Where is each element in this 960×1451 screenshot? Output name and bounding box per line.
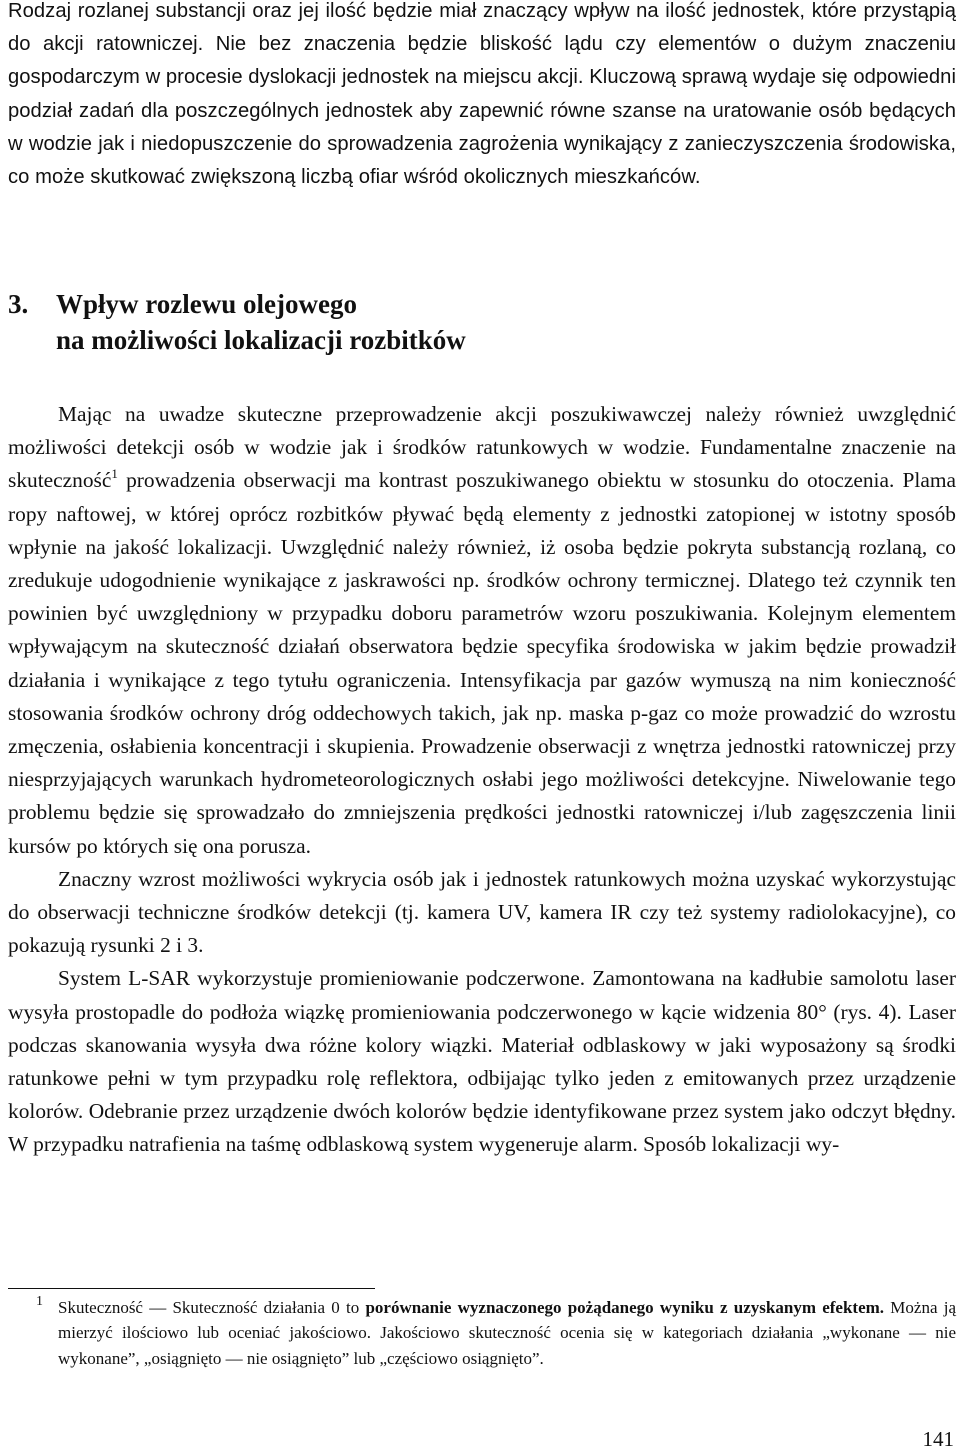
footnote-rest: Można ją mierzyć ilościowo lub oceniać jakościowo. Jakościowo skuteczność ocenia się w kategoriach działania „wykonane — nie wykonane”, „osiągnięto — nie osiągnięto” lub „częściowo osiągnięto”.	[58, 1298, 956, 1368]
section-body	[8, 398, 956, 1162]
footnote	[8, 1295, 956, 1371]
footnote-dash: —	[142, 1298, 173, 1317]
footnote-divider	[8, 1288, 375, 1289]
footnote-bold-definition: porównanie wyznaczonego pożądanego wyniku z uzyskanym efektem.	[365, 1298, 885, 1317]
section-title-line1: Wpływ rozlewu olejowego	[56, 289, 357, 319]
section-title-line2: na możliwości lokalizacji rozbitków	[56, 325, 466, 355]
body-paragraph-1-part1: Mając na uwadze skuteczne przeprowadzenie akcji poszukiwawczej należy również uwzględnić możliwości detekcji osób w wodzie jak i środków ratunkowych w wodzie. Fundamentalne znaczenie na skuteczność	[8, 402, 956, 493]
page-number: 141	[922, 1427, 954, 1451]
body-paragraph-1-part2: prowadzenia obserwacji ma kontrast poszukiwanego obiektu w stosunku do otoczenia. Plama ropy naftowej, w której oprócz rozbitków pływać będą elementy z jednostki zatopionej w istotny sposób wpłynie na jakość lokalizacji. Uwzględnić należy również, iż osoba będzie pokryta substancją rozlaną, co zredukuje udogodnienie wynikające z jaskrawości np. środków ochrony termicznej. Dlatego też czynnik ten powinien być uwzględniony w przypadku doboru parametrów wzoru poszukiwania. Kolejnym elementem wpływającym na skuteczność działań obserwatora będzie specyfika środowiska w jakim będzie prowadził działania i wynikające z tego tytułu ograniczenia. Intensyfikacja par gazów wymuszą na nim konieczność stosowania środków ochrony dróg oddechowych takich, jak np. maska p-gaz co może prowadzić do wzrostu zmęczenia, osłabienia koncentracji i skupienia. Prowadzenie obserwacji z wnętrza jednostki ratowniczej przy niesprzyjających warunkach hydrometeorologicznych osłabi jego możliwości detekcyjne. Niwelowanie tego problemu będzie się sprowadzało do zmniejszenia prędkości jednostki ratowniczej i/lub zagęszczenia linii kursów po których się ona porusza.	[8, 468, 956, 858]
section-number: 3.	[8, 289, 29, 319]
footnote-reference[interactable]: 1	[111, 466, 118, 482]
footnote-mark: 1	[36, 1294, 43, 1309]
footnote-term: Skuteczność	[58, 1298, 143, 1317]
footnote-lead: Skuteczność działania 0 to	[172, 1298, 366, 1317]
section-heading	[8, 286, 466, 358]
footnote-text	[58, 1295, 956, 1371]
body-paragraph-1	[8, 398, 956, 863]
intro-paragraph: Rodzaj rozlanej substancji oraz jej ilość będzie miał znaczący wpływ na ilość jednostek, które przystąpią do akcji ratowniczej. Nie bez znaczenia będzie bliskość lądu czy elementów o dużym znaczeniu gospodarczym w procesie dyslokacji jednostek na miejscu akcji. Kluczową sprawą wydaje się odpowiedni podział zadań dla poszczególnych jednostek aby zapewnić równe szanse na uratowanie osób będących w wodzie jak i niedopuszczenie do sprowadzenia zagrożenia wynikający z zanieczyszczenia środowiska, co może skutkować zwiększoną liczbą ofiar wśród okolicznych mieszkańców.	[8, 0, 956, 189]
body-paragraph-3: System L-SAR wykorzystuje promieniowanie podczerwone. Zamontowana na kadłubie samolotu laser wysyła prostopadle do podłoża wiązkę promieniowania podczerwonego w kącie widzenia 80° (rys. 4). Laser podczas skanowania wysyła dwa różne kolory wiązki. Materiał odblaskowy w jaki wyposażony są środki ratunkowe pełni w tym przypadku rolę reflektora, odbijając tylko jeden z emitowanych przez urządzenie kolorów. Odebranie przez urządzenie dwóch kolorów będzie identyfikowane przez system jako odczyt błędny. W przypadku natrafienia na taśmę odblaskową system wygeneruje alarm. Sposób lokalizacji wy-	[8, 966, 956, 1157]
body-paragraph-2: Znaczny wzrost możliwości wykrycia osób jak i jednostek ratunkowych można uzyskać wykorzystując do obserwacji techniczne środków detekcji (tj. kamera UV, kamera IR czy też systemy radiolokacyjne), co pokazują rysunki 2 i 3.	[8, 866, 956, 958]
